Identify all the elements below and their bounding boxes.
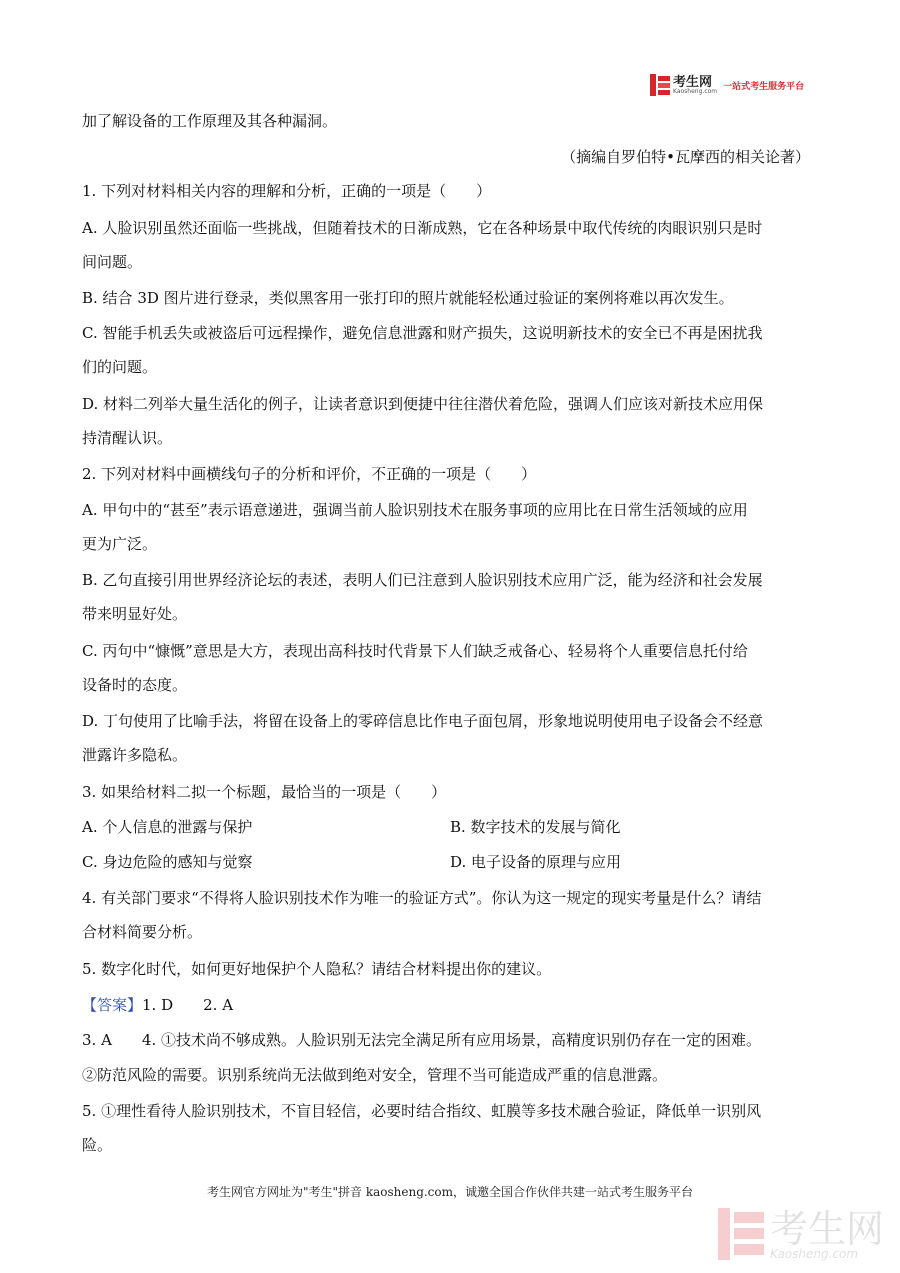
q2-option-a: A. 甲句中的“甚至”表示语意递进，强调当前人脸识别技术在服务事项的应用比在日常生活领域的应用: [82, 501, 748, 519]
q3-option-a: A. 个人信息的泄露与保护: [82, 818, 253, 836]
source-citation: （摘编自罗伯特•瓦摩西的相关论著）: [561, 148, 810, 166]
q4-stem-cont: 合材料简要分析。: [82, 923, 203, 941]
watermark-domain: Kaosheng.com: [770, 1247, 859, 1261]
watermark-logo-icon: [718, 1208, 764, 1260]
q2-option-b-cont: 带来明显好处。: [82, 605, 188, 623]
answer-line-1: [82, 994, 233, 1015]
q2-option-d-cont: 泄露许多隐私。: [82, 746, 188, 764]
answer-5: 5. ①理性看待人脸识别技术，不盲目轻信，必要时结合指纹、虹膜等多技术融合验证，降低单一识别风: [82, 1102, 762, 1120]
q5-stem: 5. 数字化时代，如何更好地保护个人隐私？请结合材料提出你的建议。: [82, 960, 552, 978]
q2-option-b: B. 乙句直接引用世界经济论坛的表述，表明人们已注意到人脸识别技术应用广泛，能为经济和社会发展: [82, 571, 763, 589]
q1-option-d-cont: 持清醒认识。: [82, 429, 173, 447]
q1-option-b: B. 结合 3D 图片进行登录，类似黑客用一张打印的照片就能轻松通过验证的案例将难以再次发生。: [82, 289, 734, 307]
q3-option-b: B. 数字技术的发展与简化: [450, 818, 621, 836]
q2-option-a-cont: 更为广泛。: [82, 535, 158, 553]
q4-stem: 4. 有关部门要求“不得将人脸识别技术作为唯一的验证方式”。你认为这一规定的现实考量是什么？请结: [82, 889, 762, 907]
logo-name: 考生网: [673, 74, 713, 90]
q1-option-d: D. 材料二列举大量生活化的例子，让读者意识到便捷中往往潜伏着危险，强调人们应该对新技术应用保: [82, 395, 764, 413]
logo-slogan: 一站式考生服务平台: [723, 81, 805, 92]
answer-tag: 【答案】: [82, 996, 143, 1014]
q3-option-d: D. 电子设备的原理与应用: [450, 853, 622, 871]
q2-option-d: D. 丁句使用了比喻手法，将留在设备上的零碎信息比作电子面包屑，形象地说明使用电子设备会不经意: [82, 712, 764, 730]
footer-text: 考生网官方网址为"考生"拼音 kaosheng.com，诚邀全国合作伙伴共建一站式考生服务平台: [206, 1185, 694, 1199]
q3-stem: 3. 如果给材料二拟一个标题，最恰当的一项是（ ）: [82, 783, 447, 801]
kaosheng-logo-icon: [650, 74, 670, 96]
logo-domain: Kaosheng.com: [673, 87, 718, 95]
answer-3-4: 3. A 4. ①技术尚不够成熟。人脸识别无法完全满足所有应用场景，高精度识别仍存在一定的困难。: [82, 1031, 761, 1049]
q2-option-c: C. 丙句中“慷慨”意思是大方，表现出高科技时代背景下人们缺乏戒备心、轻易将个人重要信息托付给: [82, 642, 748, 660]
q1-option-c-cont: 们的问题。: [82, 358, 158, 376]
intro-tail: 加了解设备的工作原理及其各种漏洞。: [82, 112, 338, 130]
watermark-name: 考生网: [770, 1207, 885, 1251]
q3-option-c: C. 身边危险的感知与觉察: [82, 853, 253, 871]
watermark-logo: [718, 1208, 884, 1260]
answer-4-cont: ②防范风险的需要。识别系统尚无法做到绝对安全，管理不当可能造成严重的信息泄露。: [82, 1066, 668, 1084]
q1-stem: 1. 下列对材料相关内容的理解和分析，正确的一项是（ ）: [82, 182, 492, 200]
q2-option-c-cont: 设备时的态度。: [82, 676, 188, 694]
kaosheng-logo[interactable]: [650, 72, 804, 98]
q1-option-a: A. 人脸识别虽然还面临一些挑战，但随着技术的日渐成熟，它在各种场景中取代传统的肉眼识别只是时: [82, 219, 763, 237]
q1-option-c: C. 智能手机丢失或被盗后可远程操作，避免信息泄露和财产损失，这说明新技术的安全已不再是困扰我: [82, 324, 763, 342]
q1-option-a-cont: 间问题。: [82, 253, 143, 271]
q2-stem: 2. 下列对材料中画横线句子的分析和评价，不正确的一项是（ ）: [82, 465, 537, 483]
answer-5-cont: 险。: [82, 1136, 113, 1154]
answer-1-2: 1. D 2. A: [142, 996, 234, 1014]
